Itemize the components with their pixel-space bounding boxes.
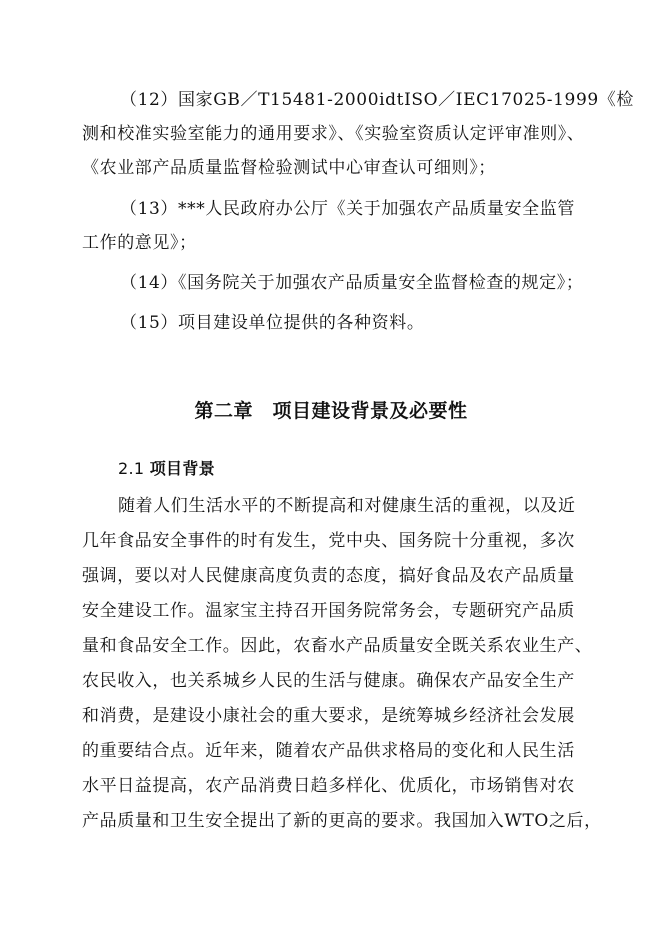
- body-line: 随着人们生活水平的不断提高和对健康生活的重视，以及近: [118, 496, 576, 516]
- reference-item-13-line-2: 工作的意见》；: [82, 233, 197, 253]
- reference-item-14: （14）《国务院关于加强农产品质量安全监督检查的规定》；: [120, 273, 584, 293]
- section-heading: [118, 456, 215, 479]
- reference-item-13-line-1: （13）***人民政府办公厅《关于加强农产品质量安全监管: [120, 199, 575, 219]
- section-title: 项目背景: [149, 459, 215, 478]
- reference-item-12-line-3: 《农业部产品质量监督检验测试中心审查认可细则》；: [82, 158, 496, 178]
- chapter-title: 第二章 项目建设背景及必要性: [194, 400, 468, 422]
- reference-item-15: （15）项目建设单位提供的各种资料。: [120, 313, 425, 333]
- body-line: 的重要结合点。近年来，随着农产品供求格局的变化和人民生活: [82, 741, 575, 761]
- reference-item-12-line-2: 测和校准实验室能力的通用要求》、《实验室资质认定评审准则》、: [82, 124, 585, 144]
- body-line: 安全建设工作。温家宝主持召开国务院常务会，专题研究产品质: [82, 601, 575, 621]
- body-line: 产品质量和卫生安全提出了新的更高的要求。我国加入WTO之后，: [82, 811, 602, 831]
- body-line: 和消费，是建设小康社会的重大要求，是统筹城乡经济社会发展: [82, 706, 575, 726]
- body-line: 强调，要以对人民健康高度负责的态度，搞好食品及农产品质量: [82, 566, 575, 586]
- body-line: 几年食品安全事件的时有发生，党中央、国务院十分重视，多次: [82, 531, 575, 551]
- reference-item-12-line-1: （12）国家GB／T15481-2000idtISO／IEC17025-1999《检: [120, 90, 634, 110]
- body-line: 水平日益提高，农产品消费日趋多样化、优质化，市场销售对农: [82, 776, 575, 796]
- body-line: 农民收入，也关系城乡人民的生活与健康。确保农产品安全生产: [82, 671, 575, 691]
- section-number: 2.1: [118, 459, 145, 478]
- body-line: 量和食品安全工作。因此，农畜水产品质量安全既关系农业生产、: [82, 636, 593, 656]
